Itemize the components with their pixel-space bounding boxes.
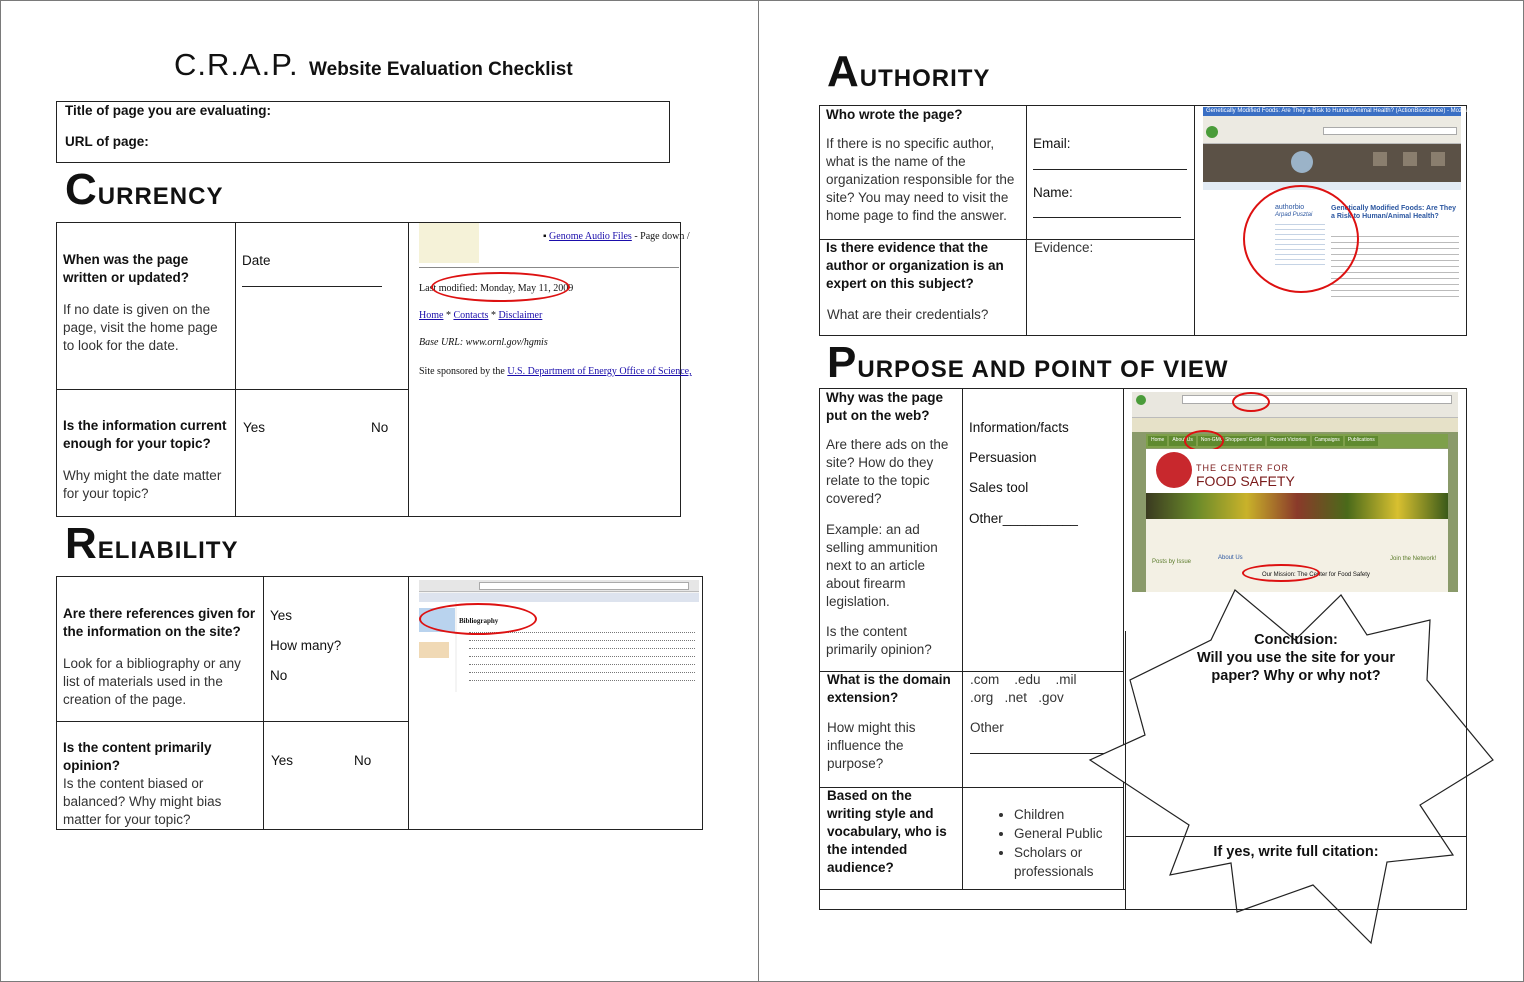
left-page xyxy=(0,0,759,982)
email-label: Email: xyxy=(1033,136,1071,151)
domain-extensions-row1[interactable]: .com .edu .mil xyxy=(970,672,1077,687)
highlight-circle xyxy=(1243,185,1359,293)
purpose-option-other[interactable]: Other__________ xyxy=(969,511,1078,526)
currency-q2-hint: Why might the date matter for your topic? xyxy=(63,468,222,501)
domain-other-label: Other xyxy=(970,720,1004,735)
authority-table xyxy=(819,105,1476,336)
currency-q2-question: Is the information current enough for your topic? xyxy=(63,418,227,451)
purpose-q1-hint-ads: Are there ads on the site? How do they relate to the topic covered? xyxy=(826,437,949,506)
author-name: Arpad Pusztai xyxy=(1275,212,1313,218)
conclusion-divider xyxy=(1125,836,1467,837)
authority-heading: AUTHORITY xyxy=(827,47,991,96)
title-field-label: Title of page you are evaluating: xyxy=(65,103,272,118)
reliability-q2-question: Is the content primarily opinion? xyxy=(63,740,212,773)
currency-example-screenshot: ▪ Genome Audio Files - Page down / Last modified: Monday, May 11, 2009 Home * Contacts * Disclaimer Base URL: www.ornl.gov/hgmis Site sponsored by the U.S. Department of Energy Office of Science, xyxy=(419,223,679,383)
purpose-q3-question: Based on the writing style and vocabulary, who is the intended audience? xyxy=(827,788,947,875)
purpose-example-screenshot xyxy=(1132,392,1458,592)
conclusion-question: Will you use the site for your paper? Why or why not? xyxy=(1196,650,1396,684)
about-us-label: About Us xyxy=(1218,555,1243,561)
conclusion-text xyxy=(1125,631,1467,685)
mission-text: Our Mission: The Center for Food Safety xyxy=(1262,572,1370,578)
reliability-example-screenshot xyxy=(419,580,699,692)
date-input-line[interactable] xyxy=(242,286,382,287)
currency-table xyxy=(56,222,692,517)
audience-children[interactable]: • Children xyxy=(1014,805,1122,824)
highlight-circle xyxy=(431,272,570,302)
citation-write-area[interactable] xyxy=(1191,859,1401,909)
highlight-circle xyxy=(419,603,537,635)
name-label: Name: xyxy=(1033,185,1073,200)
purpose-q1-hint-opinion: Is the content primarily opinion? xyxy=(826,624,932,657)
authority-q2-hint: What are their credentials? xyxy=(827,307,989,322)
browser-title-bar: Genetically Modified Foods: Are They a Risk to Human/Animal Health? (ActionBioscience) - Mozilla Fi xyxy=(1203,107,1461,116)
domain-extensions-row2[interactable]: .org .net .gov xyxy=(970,690,1064,705)
title-main: C.R.A.P. xyxy=(174,47,299,82)
purpose-q1-question: Why was the page put on the web? xyxy=(826,390,944,423)
cfs-logo-line2: FOOD SAFETY xyxy=(1196,473,1295,489)
page-title xyxy=(174,47,573,83)
join-network: Join the Network! xyxy=(1390,556,1437,562)
opinion-yes-option[interactable]: Yes xyxy=(271,753,294,768)
references-how-many[interactable]: How many? xyxy=(270,638,342,653)
purpose-heading: PURPOSE AND POINT OF VIEW xyxy=(827,338,1229,387)
reliability-heading: RELIABILITY xyxy=(65,519,239,568)
audience-general-public[interactable]: • General Public xyxy=(1014,824,1122,843)
last-modified-text: Last modified: Monday, May 11, 2009 xyxy=(419,283,574,294)
conclusion-label: Conclusion: xyxy=(1254,632,1338,648)
currency-q1-hint: If no date is given on the page, visit the home page to look for the date. xyxy=(63,302,218,353)
posts-by-issue: Posts by Issue xyxy=(1152,559,1192,565)
currency-no-option[interactable]: No xyxy=(371,420,389,435)
references-no-option[interactable]: No xyxy=(270,668,288,683)
title-sub: Website Evaluation Checklist xyxy=(309,59,573,80)
right-page xyxy=(758,0,1524,982)
purpose-q2-hint: How might this influence the purpose? xyxy=(827,720,916,771)
references-yes-option[interactable]: Yes xyxy=(270,608,293,623)
purpose-q2-question: What is the domain extension? xyxy=(827,672,951,705)
authority-example-screenshot xyxy=(1203,107,1476,302)
authority-q2-question: Is there evidence that the author or organization is an expert on this subject? xyxy=(826,240,1004,291)
reliability-table xyxy=(56,576,703,830)
article-title: Genetically Modified Foods: Are They a Risk to Human/Animal Health? xyxy=(1331,205,1456,220)
purpose-q1-example: Example: an ad selling ammunition next to an article about firearm legislation. xyxy=(826,522,938,609)
purpose-option-information[interactable]: Information/facts xyxy=(969,420,1069,435)
highlight-circle xyxy=(1242,564,1320,582)
reliability-q1-question: Are there references given for the information on the site? xyxy=(63,606,256,639)
audience-scholars[interactable]: • Scholars or professionals xyxy=(1014,843,1122,881)
site-nav: Home About Us Non-GMO Shoppers' Guide Recent Victories Campaigns Publications xyxy=(1146,434,1448,448)
opinion-no-option[interactable]: No xyxy=(354,753,372,768)
name-input-line[interactable] xyxy=(1033,217,1181,218)
author-bio-label: authorbio xyxy=(1275,204,1305,211)
citation-label: If yes, write full citation: xyxy=(1213,844,1379,860)
bibliography-label: Bibliography xyxy=(459,617,499,625)
date-label: Date xyxy=(242,253,271,268)
currency-heading: CURRENCY xyxy=(65,165,224,214)
page-info-box xyxy=(56,101,670,163)
url-field-label: URL of page: xyxy=(65,134,149,149)
evidence-label: Evidence: xyxy=(1034,240,1094,255)
cfs-logo-line1: THE CENTER FOR xyxy=(1196,463,1290,473)
highlight-circle xyxy=(1232,392,1270,412)
purpose-option-sales[interactable]: Sales tool xyxy=(969,480,1029,495)
currency-yes-option[interactable]: Yes xyxy=(243,420,266,435)
reliability-q1-hint: Look for a bibliography or any list of materials used in the creation of the page. xyxy=(63,656,241,707)
email-input-line[interactable] xyxy=(1033,169,1187,170)
purpose-option-persuasion[interactable]: Persuasion xyxy=(969,450,1037,465)
authority-q1-question: Who wrote the page? xyxy=(826,107,963,122)
reliability-q2-hint: Is the content biased or balanced? Why might bias matter for your topic? xyxy=(63,776,222,827)
authority-q1-hint: If there is no specific author, what is the name of the organization responsible for the site? You may need to visit the home page to find the answer. xyxy=(826,136,1015,223)
currency-q1-question: When was the page written or updated? xyxy=(63,252,189,285)
